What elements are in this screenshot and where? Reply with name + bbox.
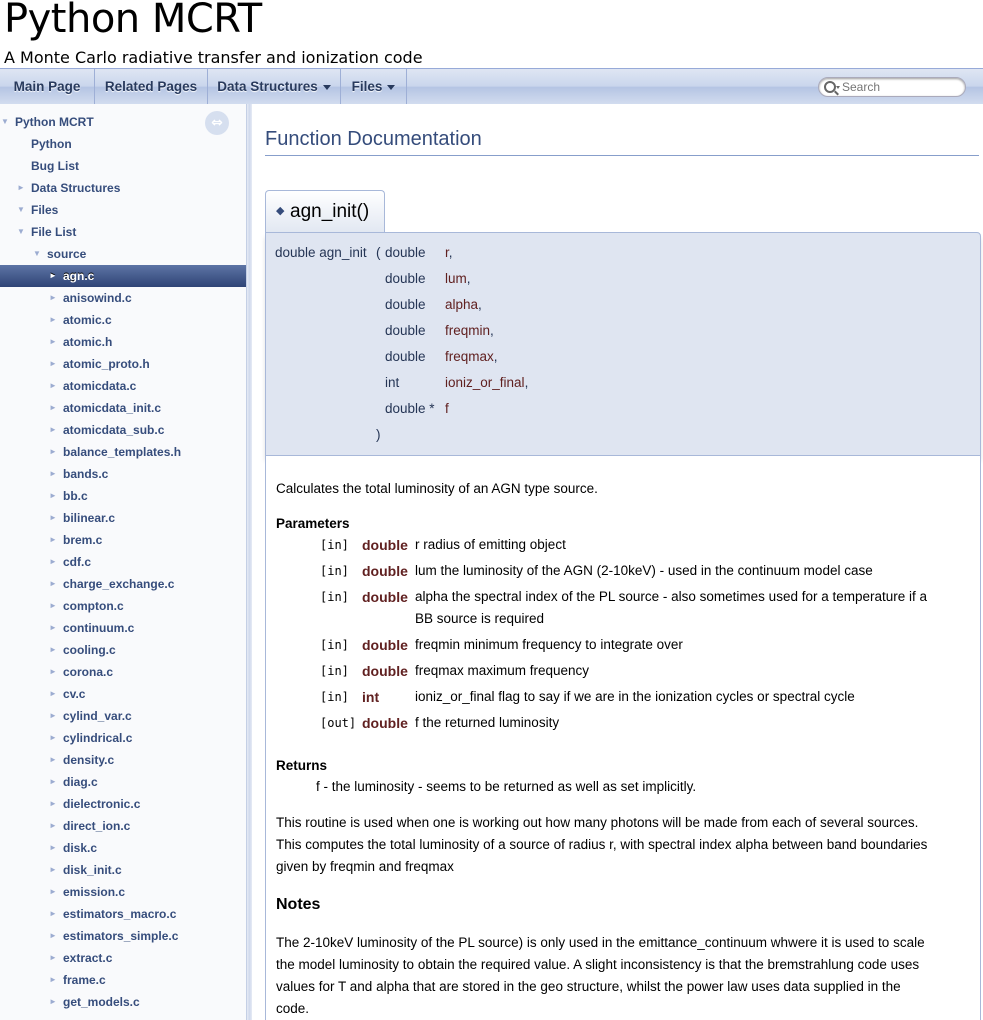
triangle-right-icon[interactable]: ► (49, 271, 57, 280)
triangle-right-icon[interactable]: ► (49, 843, 57, 852)
sidebar-item-label: source (47, 247, 87, 261)
param-type: double (385, 323, 426, 338)
sidebar-item-files[interactable] (0, 199, 247, 221)
sidebar-item-cylindrical-c[interactable] (0, 727, 247, 749)
param-type: double (362, 537, 408, 553)
sidebar-item-atomic-h[interactable] (0, 331, 247, 353)
triangle-right-icon[interactable]: ► (49, 623, 57, 632)
param-name-text: r (445, 245, 449, 260)
sidebar-item-bands-c[interactable] (0, 463, 247, 485)
sidebar-item-direct-ion-c[interactable] (0, 815, 247, 837)
triangle-right-icon[interactable]: ► (49, 667, 57, 676)
triangle-right-icon[interactable]: ► (49, 887, 57, 896)
search-icon[interactable] (824, 81, 836, 93)
triangle-right-icon[interactable]: ► (49, 513, 57, 522)
param-name (445, 321, 494, 341)
param-separator: , (448, 245, 453, 260)
sidebar-item-label: cv.c (63, 687, 86, 701)
description-line: given by freqmin and freqmax (276, 859, 454, 874)
triangle-right-icon[interactable]: ► (49, 337, 57, 346)
sidebar-item-label: dielectronic.c (63, 797, 141, 811)
sidebar-item-file-list[interactable] (0, 221, 247, 243)
sidebar-item-bb-c[interactable] (0, 485, 247, 507)
sidebar-item-label: atomic_proto.h (63, 357, 150, 371)
param-name (445, 295, 482, 315)
param-type: double (362, 663, 408, 679)
param-type: double (362, 589, 408, 605)
sidebar-item-label: atomic.c (63, 313, 112, 327)
param-direction: [in] (320, 538, 349, 552)
sidebar-item-label: bilinear.c (63, 511, 116, 525)
param-name (445, 373, 528, 393)
param-name (445, 399, 449, 419)
sidebar-item-label: estimators_macro.c (63, 907, 177, 921)
triangle-right-icon[interactable]: ► (49, 403, 57, 412)
param-separator: , (493, 349, 498, 364)
param-name (445, 269, 471, 289)
parameters-heading: Parameters (276, 516, 350, 531)
sidebar-item-label: direct_ion.c (63, 819, 131, 833)
sidebar-item-label: atomicdata_sub.c (63, 423, 165, 437)
param-description: r radius of emitting object (415, 537, 566, 552)
param-type: double (385, 349, 426, 364)
sidebar-item-diag-c[interactable] (0, 771, 247, 793)
sidebar-item-label: cylindrical.c (63, 731, 133, 745)
triangle-right-icon[interactable]: ► (49, 821, 57, 830)
triangle-right-icon[interactable]: ► (49, 799, 57, 808)
sidebar-item-label: continuum.c (63, 621, 135, 635)
param-name-text: freqmax (445, 349, 494, 364)
sidebar-item-label: bands.c (63, 467, 109, 481)
tab-label: Main Page (13, 79, 81, 94)
triangle-right-icon[interactable]: ► (49, 425, 57, 434)
sidebar-item-label: bb.c (63, 489, 88, 503)
sidebar-item-cylind-var-c[interactable] (0, 705, 247, 727)
triangle-right-icon[interactable]: ► (49, 447, 57, 456)
triangle-right-icon[interactable]: ► (49, 975, 57, 984)
sidebar-item-label: atomicdata_init.c (63, 401, 162, 415)
triangle-right-icon[interactable]: ► (17, 183, 25, 192)
sidebar-item-label: anisowind.c (63, 291, 132, 305)
sidebar-item-brem-c[interactable] (0, 529, 247, 551)
triangle-right-icon[interactable]: ► (49, 689, 57, 698)
triangle-right-icon[interactable]: ► (49, 931, 57, 940)
sidebar-item-label: diag.c (63, 775, 98, 789)
sidebar-item-extract-c[interactable] (0, 947, 247, 969)
sidebar-item-corona-c[interactable] (0, 661, 247, 683)
sidebar-item-get-models-c[interactable] (0, 991, 247, 1013)
triangle-right-icon[interactable]: ► (49, 645, 57, 654)
sidebar-item-atomicdata-init-c[interactable] (0, 397, 247, 419)
param-type: int (385, 375, 400, 390)
param-name-text: ioniz_or_final (445, 375, 525, 390)
group-header: Function Documentation (265, 128, 979, 156)
sidebar-item-compton-c[interactable] (0, 595, 247, 617)
main-content (252, 104, 983, 1020)
returns-text: f - the luminosity - seems to be returned as well as set implicitly. (316, 779, 697, 794)
param-type: int (362, 689, 380, 705)
chevron-down-icon (323, 85, 331, 90)
param-direction: [in] (320, 564, 349, 578)
param-type: double (385, 245, 426, 260)
notes-line: The 2-10keV luminosity of the PL source) is only used in the emittance_continuum whwere it is used to scale (276, 935, 925, 950)
param-direction: [in] (320, 690, 349, 704)
triangle-right-icon[interactable]: ► (49, 469, 57, 478)
main-nav (0, 68, 983, 104)
param-name-text: freqmin (445, 323, 491, 338)
param-direction: [in] (320, 664, 349, 678)
sidebar-item-label: cylind_var.c (63, 709, 132, 723)
sidebar-item-bug-list[interactable] (0, 155, 247, 177)
sidebar-item-label: get_models.c (63, 995, 140, 1009)
param-separator: , (490, 323, 494, 338)
triangle-right-icon[interactable]: ► (49, 535, 57, 544)
diamond-icon: ◆ (276, 204, 285, 217)
triangle-right-icon[interactable]: ► (49, 711, 57, 720)
triangle-right-icon[interactable]: ► (49, 953, 57, 962)
sidebar-item-data-structures[interactable] (0, 177, 247, 199)
param-direction: [in] (320, 590, 349, 604)
param-separator: , (524, 375, 529, 390)
sidebar-item-cv-c[interactable] (0, 683, 247, 705)
param-name-text: alpha (445, 297, 479, 312)
triangle-right-icon[interactable]: ► (49, 491, 57, 500)
notes-line: values for T and alpha that are stored in the geo structure, whilst the power law uses data supplied in the (276, 979, 901, 994)
sidebar-item-label: atomicdata.c (63, 379, 137, 393)
sidebar-item-agn-c[interactable] (0, 265, 247, 287)
param-name (445, 347, 498, 367)
param-description-cont: BB source is required (415, 611, 545, 626)
member-doc (265, 456, 981, 1020)
sidebar-item-label: extract.c (63, 951, 113, 965)
sidebar-item-label: compton.c (63, 599, 124, 613)
triangle-right-icon[interactable]: ► (49, 733, 57, 742)
param-name (445, 243, 453, 263)
sidebar-item-label: Python MCRT (15, 115, 94, 129)
param-type: double (362, 715, 408, 731)
triangle-down-icon[interactable]: ▼ (1, 117, 9, 126)
sidebar-item-label: Files (31, 203, 59, 217)
open-paren: ( (376, 245, 381, 260)
chevron-down-icon (387, 85, 395, 90)
param-type: double (362, 637, 408, 653)
notes-heading: Notes (276, 896, 321, 913)
param-separator: , (466, 271, 471, 286)
title-area (0, 0, 983, 68)
triangle-down-icon[interactable]: ▼ (17, 205, 25, 214)
sidebar-item-estimators-simple-c[interactable] (0, 925, 247, 947)
sidebar-item-label: cooling.c (63, 643, 116, 657)
sidebar-item-atomicdata-c[interactable] (0, 375, 247, 397)
param-description: alpha the spectral index of the PL source - also sometimes used for a temperature if a (415, 589, 928, 604)
sidebar-item-dielectronic-c[interactable] (0, 793, 247, 815)
sidebar-item-atomic-proto-h[interactable] (0, 353, 247, 375)
param-type: double * (385, 401, 435, 416)
triangle-right-icon[interactable]: ► (49, 909, 57, 918)
sidebar-item-label: disk.c (63, 841, 98, 855)
sidebar-item-cdf-c[interactable] (0, 551, 247, 573)
sidebar-item-label: File List (31, 225, 77, 239)
notes-line: the model luminosity to obtain the required value. A slight inconsistency is that the bremstrahlung code uses (276, 957, 920, 972)
member-name: agn_init() (290, 201, 370, 222)
triangle-right-icon[interactable]: ► (49, 381, 57, 390)
returns-heading: Returns (276, 758, 328, 773)
sidebar-item-label: Data Structures (31, 181, 121, 195)
sidebar-item-label: estimators_simple.c (63, 929, 179, 943)
tab-files[interactable] (341, 69, 407, 104)
param-direction: [out] (320, 716, 357, 730)
tab-main-page[interactable] (0, 69, 95, 104)
search-box (818, 77, 966, 97)
param-direction: [in] (320, 638, 349, 652)
sidebar-tree[interactable] (0, 104, 247, 1020)
param-description: lum the luminosity of the AGN (2-10keV) - used in the continuum model case (415, 563, 873, 578)
brief-description: Calculates the total luminosity of an AGN type source. (276, 481, 598, 496)
sidebar-item-label: emission.c (63, 885, 126, 899)
sidebar-item-disk-init-c[interactable] (0, 859, 247, 881)
triangle-down-icon[interactable]: ▼ (33, 249, 41, 258)
sidebar-item-label: charge_exchange.c (63, 577, 175, 591)
sidebar-item-label: density.c (63, 753, 115, 767)
sidebar-item-python-mcrt[interactable] (0, 111, 247, 133)
triangle-right-icon[interactable]: ► (49, 557, 57, 566)
sync-toggle-icon[interactable]: ⇔ (205, 111, 229, 135)
sidebar-item-label: atomic.h (63, 335, 113, 349)
sidebar-item-label: disk_init.c (63, 863, 122, 877)
sidebar-item-python[interactable] (0, 133, 247, 155)
sidebar-item-label: cdf.c (63, 555, 92, 569)
tab-data-structures[interactable] (208, 69, 341, 104)
sidebar-item-label: balance_templates.h (63, 445, 182, 459)
sidebar-item-charge-exchange-c[interactable] (0, 573, 247, 595)
sidebar-item-label: frame.c (63, 973, 106, 987)
function-signature: double agn_init (275, 245, 367, 260)
sidebar-item-label: Bug List (31, 159, 79, 173)
sidebar-item-emission-c[interactable] (0, 881, 247, 903)
param-description: f the returned luminosity (415, 715, 560, 730)
param-description: freqmin minimum frequency to integrate over (415, 637, 683, 652)
tab-label: Data Structures (217, 79, 318, 94)
triangle-right-icon[interactable]: ► (49, 997, 57, 1006)
triangle-right-icon[interactable]: ► (49, 579, 57, 588)
sidebar-item-balance-templates-h[interactable] (0, 441, 247, 463)
notes-line: code. (276, 1001, 310, 1016)
project-name: Python MCRT (4, 0, 262, 42)
param-separator: , (478, 297, 482, 312)
sidebar-item-density-c[interactable] (0, 749, 247, 771)
tab-related-pages[interactable] (95, 69, 208, 104)
param-description: ioniz_or_final flag to say if we are in the ionization cycles or spectral cycle (415, 689, 855, 704)
param-type: double (385, 271, 426, 286)
sidebar-item-cooling-c[interactable] (0, 639, 247, 661)
triangle-right-icon[interactable]: ► (49, 865, 57, 874)
search-input[interactable] (842, 79, 960, 95)
sidebar-item-label: corona.c (63, 665, 114, 679)
sidebar-item-frame-c[interactable] (0, 969, 247, 991)
description-line: This computes the total luminosity of a source of radius r, with spectral index alpha between band boundaries (276, 837, 928, 852)
sidebar-item-source[interactable] (0, 243, 247, 265)
sidebar-item-label: brem.c (63, 533, 103, 547)
tab-label: Files (351, 79, 383, 94)
sidebar-item-label: Python (31, 137, 72, 151)
triangle-down-icon[interactable]: ▼ (17, 227, 25, 236)
project-brief: A Monte Carlo radiative transfer and ionization code (4, 48, 423, 67)
chevron-down-icon (836, 86, 840, 89)
member-title (265, 190, 385, 232)
param-type: double (385, 297, 426, 312)
sidebar-item-estimators-macro-c[interactable] (0, 903, 247, 925)
param-name-text: lum (445, 271, 467, 286)
tab-label: Related Pages (104, 79, 198, 94)
triangle-right-icon[interactable]: ► (49, 315, 57, 324)
triangle-right-icon[interactable]: ► (49, 293, 57, 302)
sidebar-item-continuum-c[interactable] (0, 617, 247, 639)
sidebar-item-disk-c[interactable] (0, 837, 247, 859)
close-paren: ) (376, 427, 381, 442)
triangle-right-icon[interactable]: ► (49, 777, 57, 786)
sidebar-item-label: agn.c (63, 269, 95, 283)
sidebar-item-bilinear-c[interactable] (0, 507, 247, 529)
sidebar-item-atomicdata-sub-c[interactable] (0, 419, 247, 441)
param-name-text: f (445, 401, 449, 416)
triangle-right-icon[interactable]: ► (49, 601, 57, 610)
sidebar-item-anisowind-c[interactable] (0, 287, 247, 309)
triangle-right-icon[interactable]: ► (49, 359, 57, 368)
triangle-right-icon[interactable]: ► (49, 755, 57, 764)
member-prototype (265, 232, 981, 456)
param-type: double (362, 563, 408, 579)
param-description: freqmax maximum frequency (415, 663, 590, 678)
description-line: This routine is used when one is working out how many photons will be made from each of several sources. (276, 815, 919, 830)
sidebar-item-atomic-c[interactable] (0, 309, 247, 331)
